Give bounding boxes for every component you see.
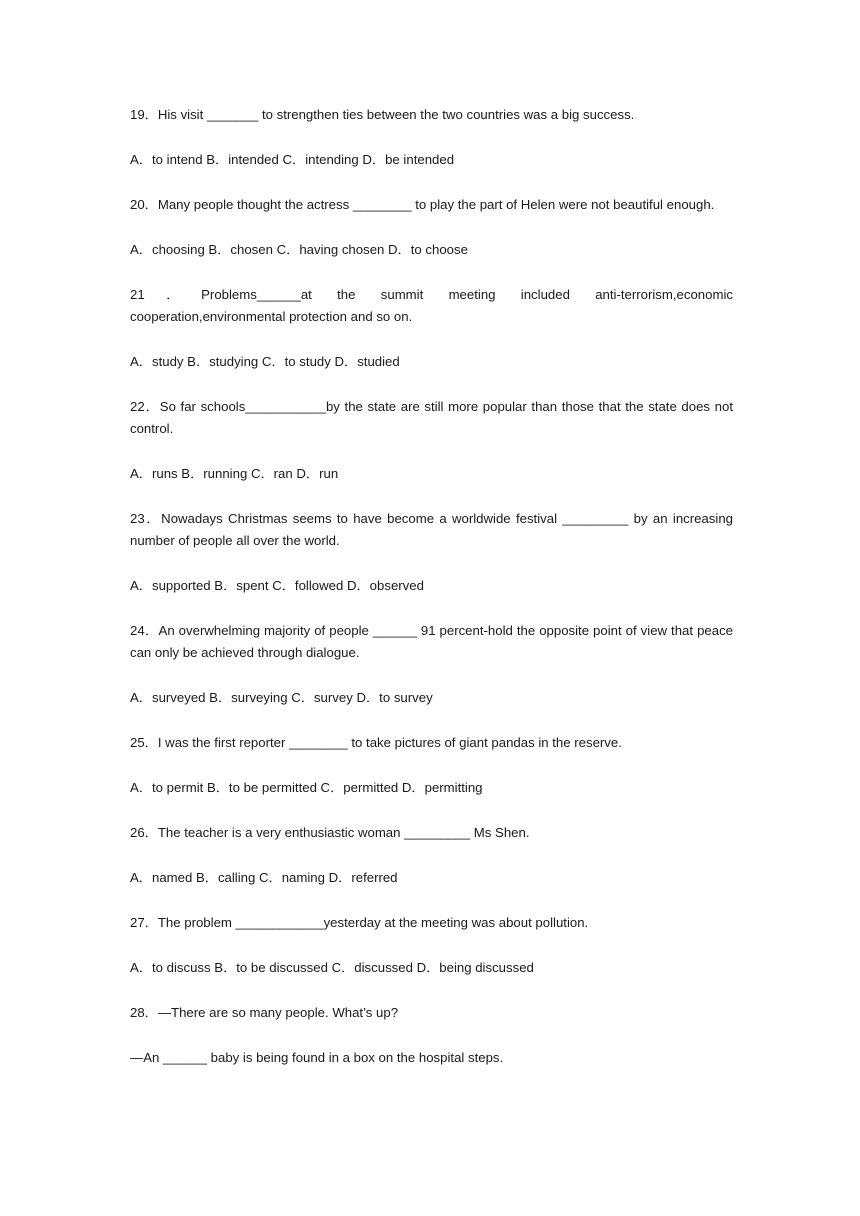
question-28-response: —An ______ baby is being found in a box on the hospital steps. [130,1050,504,1065]
question-27-options: A．to discuss B．to be discussed C．discussed D．being discussed [130,960,534,975]
question-28-stem: 28．—There are so many people. What’s up? [130,1005,399,1020]
question-25-options: A．to permit B．to be permitted C．permitted D．permitting [130,780,483,795]
question-22-stem: 22．So far schools___________by the state are still more popular than those that the state does not control. [130,399,737,436]
question-25-stem: 25．I was the first reporter ________ to take pictures of giant pandas in the reserve. [130,735,622,750]
question-22-options: A．runs B．running C．ran D．run [130,466,339,481]
question-20-stem: 20．Many people thought the actress ________ to play the part of Helen were not beautiful enough. [130,197,715,212]
question-23-stem: 23．Nowadays Christmas seems to have become a worldwide festival _________ by an increasing number of people all over the world. [130,511,737,548]
document-page [130,104,737,1092]
question-23-options: A．supported B．spent C．followed D．observed [130,578,424,593]
question-24-options: A．surveyed B．surveying C．survey D．to survey [130,690,433,705]
question-26-stem: 26．The teacher is a very enthusiastic woman _________ Ms Shen. [130,825,530,840]
question-27-stem: 27．The problem ____________yesterday at the meeting was about pollution. [130,915,589,930]
question-26-options: A．named B．calling C．naming D．referred [130,870,398,885]
question-19-options: A．to intend B．intended C．intending D．be intended [130,152,455,167]
question-19-stem: 19．His visit _______ to strengthen ties between the two countries was a big success. [130,107,635,122]
question-21-options: A．study B．studying C．to study D．studied [130,354,400,369]
question-20-options: A．choosing B．chosen C．having chosen D．to choose [130,242,468,257]
question-21-stem: 21．Problems______at the summit meeting included anti-terrorism,economic cooperation,environmental protection and so on. [130,287,737,324]
question-24-stem: 24．An overwhelming majority of people ______ 91 percent-hold the opposite point of view that peace can only be achieved through dialogue. [130,623,737,660]
